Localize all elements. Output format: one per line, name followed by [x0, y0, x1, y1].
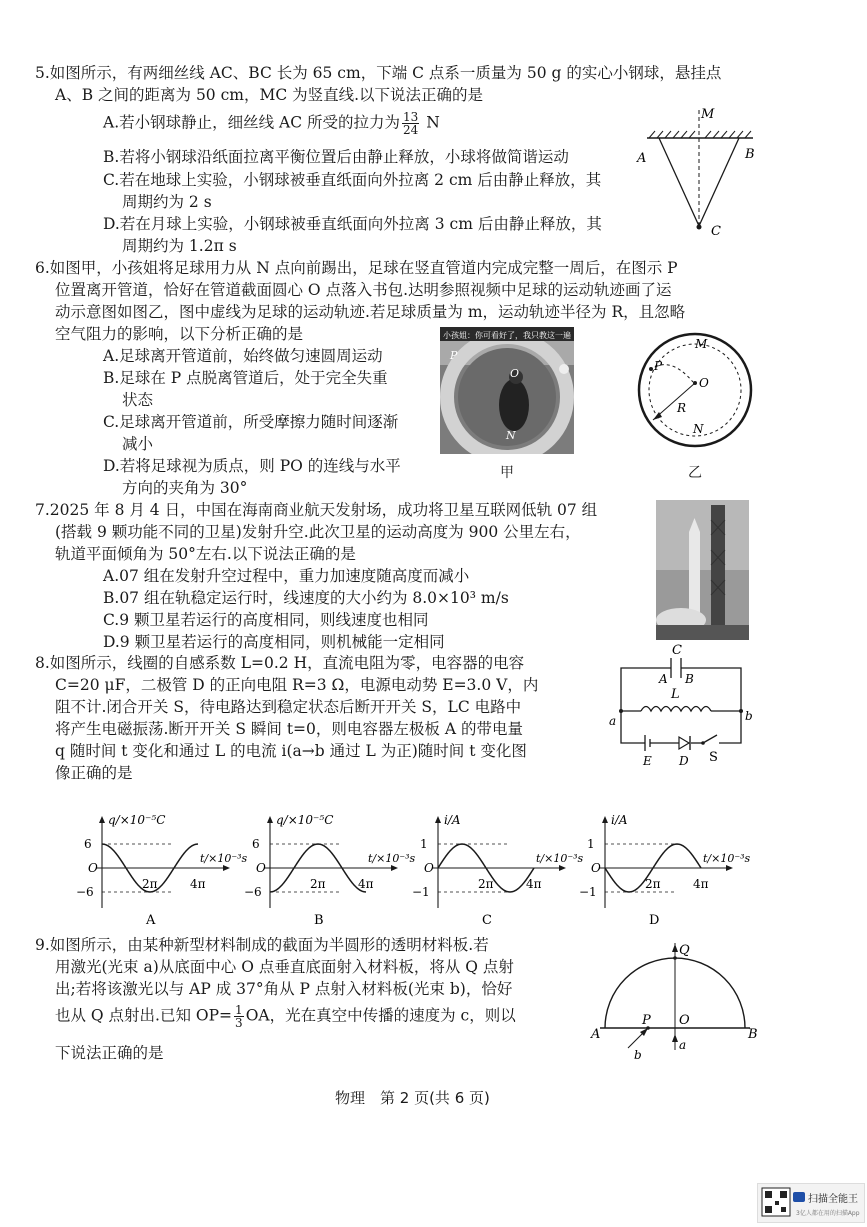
q6-option-d-line2: 方向的夹角为 30°: [122, 479, 248, 497]
origin-label: O: [256, 861, 266, 875]
q7-option-d: D.9 颗卫星若运行的高度相同，则机械能一定相同: [103, 633, 445, 651]
q8-label-l: L: [671, 687, 680, 702]
q5-option-a: A.若小钢球静止，细丝线 AC 所受的拉力为 $\frac{13}{24}$ N: [103, 110, 440, 137]
q8-label-e: E: [643, 754, 652, 768]
q5-option-c-line2: 周期约为 2 s: [122, 193, 212, 211]
q6-fig-label-n: N: [693, 422, 704, 436]
q8-graph-c: [408, 808, 583, 933]
q5-option-c-line1: C.若在地球上实验，小钢球被垂直纸面向外拉离 2 cm 后由静止释放，其: [103, 171, 602, 189]
q6-photo-jia: [440, 327, 574, 454]
y-axis-arrow: [267, 816, 273, 823]
y-axis-label: i/A: [611, 813, 628, 827]
scanner-watermark: [757, 1183, 865, 1223]
q5-label-c: C: [711, 224, 721, 239]
q6-fig-label-m: M: [695, 337, 708, 351]
q6-stem-line4: 空气阻力的影响，以下分析正确的是: [55, 325, 304, 343]
graph-letter: D: [649, 913, 660, 928]
scanner-sub: 3亿人都在用的扫描App: [796, 1210, 860, 1217]
q9-label-p: P: [642, 1013, 651, 1028]
q8-label-d: D: [679, 754, 689, 768]
q6-option-c-line2: 减小: [122, 435, 154, 453]
q6-fig-label-o: O: [699, 376, 709, 390]
q5-stem-line1: 5.如图所示，有两细丝线 AC、BC 长为 65 cm，下端 C 点系一质量为 50 g 的实心小钢球，悬挂点: [35, 64, 722, 82]
q8-label-plate-b: B: [685, 672, 694, 686]
q5-label-a: A: [637, 151, 647, 166]
tick-4pi: 4π: [526, 877, 542, 891]
q7-option-c: C.9 颗卫星若运行的高度相同，则线速度也相同: [103, 611, 429, 629]
tick-4pi: 4π: [693, 877, 709, 891]
tick-2pi: 2π: [310, 877, 326, 891]
tick-bottom: −1: [579, 885, 597, 899]
tick-2pi: 2π: [478, 877, 494, 891]
q6-photo-caption: 小孩姐：你可看好了，我只教这一遍: [443, 331, 571, 340]
q6-label-yi: 乙: [688, 465, 702, 481]
q5-option-a-fraction: $\frac{13}{24}$: [403, 110, 419, 137]
q6-option-b-line1: B.足球在 P 点脱离管道后，处于完全失重: [103, 369, 388, 387]
q8-stem-line1: 8.如图所示，线圈的自感系数 L=0.2 H，直流电阻为零，电容器的电容: [35, 654, 525, 672]
q9-stem-line5: 下说法正确的是: [55, 1044, 164, 1062]
q8-label-node-b: b: [745, 709, 753, 723]
graph-letter: B: [314, 913, 324, 928]
q7-stem-line1: 7.2025 年 8 月 4 日，中国在海南商业航天发射场，成功将卫星互联网低轨 07 组: [35, 501, 598, 519]
x-axis-arrow: [559, 865, 566, 871]
q8-stem-line5: q 随时间 t 变化和通过 L 的电流 i(a→b 通过 L 为正)随时间 t 变化图: [55, 742, 527, 760]
x-axis-arrow: [391, 865, 398, 871]
tick-top: 1: [587, 837, 595, 851]
q6-option-c-line1: C.足球离开管道前，所受摩擦力随时间逐渐: [103, 413, 399, 431]
tick-top: 6: [84, 837, 92, 851]
q9-label-b: B: [748, 1027, 758, 1042]
q8-circuit-figure: [603, 643, 758, 768]
q6-option-a: A.足球离开管道前，始终做匀速圆周运动: [103, 347, 383, 365]
tick-2pi: 2π: [645, 877, 661, 891]
x-axis-label: t/×10⁻³s: [536, 852, 583, 865]
q5-option-b: B.若将小钢球沿纸面拉离平衡位置后由静止释放，小球将做简谐运动: [103, 148, 569, 166]
q9-stem-line3: 出;若将该激光以与 AP 成 37°角从 P 点射入材料板(光束 b)，恰好: [55, 980, 513, 998]
x-axis-arrow: [726, 865, 733, 871]
origin-label: O: [424, 861, 434, 875]
tick-4pi: 4π: [190, 877, 206, 891]
y-axis-label: q/×10⁻⁵C: [276, 813, 334, 827]
q9-label-q: Q: [679, 943, 690, 958]
q8-graph-d: [575, 808, 750, 933]
q9-stem-line4: 也从 Q 点射出.已知 OP= $\frac{1}{3}$ OA，光在真空中传播的速度为 c，则以: [55, 1003, 516, 1030]
y-axis-label: i/A: [444, 813, 461, 827]
q5-pendulum-figure: [635, 100, 765, 245]
x-axis-label: t/×10⁻³s: [200, 852, 247, 865]
q9-fraction: $\frac{1}{3}$: [235, 1003, 243, 1030]
q9-label-beam-b: b: [634, 1048, 642, 1062]
tick-top: 1: [420, 837, 428, 851]
q6-label-jia: 甲: [500, 465, 514, 481]
q9-semicircle-figure: [590, 938, 765, 1063]
q6-stem-line2: 位置离开管道，恰好在管道截面圆心 O 点落入书包.达明参照视频中足球的运动轨迹画了运: [55, 281, 672, 299]
q6-photo-illustration: [440, 327, 574, 454]
tick-top: 6: [252, 837, 260, 851]
q9-stem-line1: 9.如图所示，由某种新型材料制成的截面为半圆形的透明材料板.若: [35, 936, 489, 954]
y-axis-arrow: [99, 816, 105, 823]
graph-letter: C: [482, 913, 492, 928]
q5-label-b: B: [745, 147, 755, 162]
q6-fig-label-r: R: [677, 401, 687, 415]
q9-stem-line2: 用激光(光束 a)从底面中心 O 点垂直底面射入材料板，将从 Q 点射: [55, 958, 514, 976]
q7-option-b: B.07 组在轨稳定运行时，线速度的大小约为 8.0×10³ m/s: [103, 589, 509, 607]
q9-label-o: O: [679, 1013, 690, 1028]
q9-label-beam-a: a: [679, 1038, 687, 1052]
scanner-brand: 扫描全能王: [808, 1194, 858, 1205]
q6-circle-figure: [635, 330, 755, 450]
q8-graph-a: [72, 808, 247, 933]
y-axis-arrow: [602, 816, 608, 823]
q7-stem-line2: (搭载 9 颗功能不同的卫星)发射升空.此次卫星的运动高度为 900 公里左右，: [55, 523, 581, 541]
q6-option-d-line1: D.若将足球视为质点，则 PO 的连线与水平: [103, 457, 401, 475]
origin-label: O: [88, 861, 98, 875]
x-axis-arrow: [223, 865, 230, 871]
q8-label-s: S: [709, 750, 718, 765]
q8-label-node-a: a: [609, 714, 617, 728]
q9-label-a: A: [591, 1027, 601, 1042]
q7-rocket-photo: [656, 500, 749, 640]
q8-label-plate-a: A: [659, 672, 668, 686]
q7-stem-line3: 轨道平面倾角为 50°左右.以下说法正确的是: [55, 545, 356, 563]
q8-stem-line2: C=20 μF，二极管 D 的正向电阻 R=3 Ω，电源电动势 E=3.0 V，内: [55, 676, 539, 694]
tick-bottom: −1: [412, 885, 430, 899]
q5-label-m: M: [701, 107, 715, 122]
x-axis-label: t/×10⁻³s: [368, 852, 415, 865]
q7-option-a: A.07 组在发射升空过程中，重力加速度随高度而减小: [103, 567, 470, 585]
graph-letter: A: [146, 913, 156, 928]
tick-2pi: 2π: [142, 877, 158, 891]
q6-option-b-line2: 状态: [122, 391, 154, 409]
y-axis-arrow: [435, 816, 441, 823]
tick-4pi: 4π: [358, 877, 374, 891]
q8-stem-line6: 像正确的是: [55, 764, 133, 782]
q5-option-d-line1: D.若在月球上实验，小钢球被垂直纸面向外拉离 3 cm 后由静止释放，其: [103, 215, 602, 233]
q8-stem-line4: 将产生电磁振荡.断开开关 S 瞬间 t=0，则电容器左极板 A 的带电量: [55, 720, 523, 738]
x-axis-label: t/×10⁻³s: [703, 852, 750, 865]
y-axis-label: q/×10⁻⁵C: [108, 813, 166, 827]
q5-option-d-line2: 周期约为 1.2π s: [122, 237, 237, 255]
q6-photo-label-n: N: [506, 429, 516, 442]
q8-graph-b: [240, 808, 415, 933]
q5-stem-line2: A、B 之间的距离为 50 cm，MC 为竖直线.以下说法正确的是: [55, 86, 484, 104]
q6-stem-line1: 6.如图甲，小孩姐将足球用力从 N 点向前踢出，足球在竖直管道内完成完整一周后，在图示 P: [35, 259, 678, 277]
q8-label-c: C: [672, 643, 682, 658]
q6-fig-label-p: P: [654, 359, 663, 373]
tick-bottom: −6: [244, 885, 262, 899]
q6-stem-line3: 动示意图如图乙，图中虚线为足球的运动轨迹.若足球质量为 m，运动轨迹半径为 R，且忽略: [55, 303, 686, 321]
origin-label: O: [591, 861, 601, 875]
tick-bottom: −6: [76, 885, 94, 899]
q6-photo-label-o: O: [510, 367, 520, 380]
q8-stem-line3: 阻不计.闭合开关 S，待电路达到稳定状态后断开开关 S，LC 电路中: [55, 698, 522, 716]
q6-photo-label-p: P: [450, 349, 458, 362]
page-footer: 物理 第 2 页(共 6 页): [335, 1089, 490, 1107]
